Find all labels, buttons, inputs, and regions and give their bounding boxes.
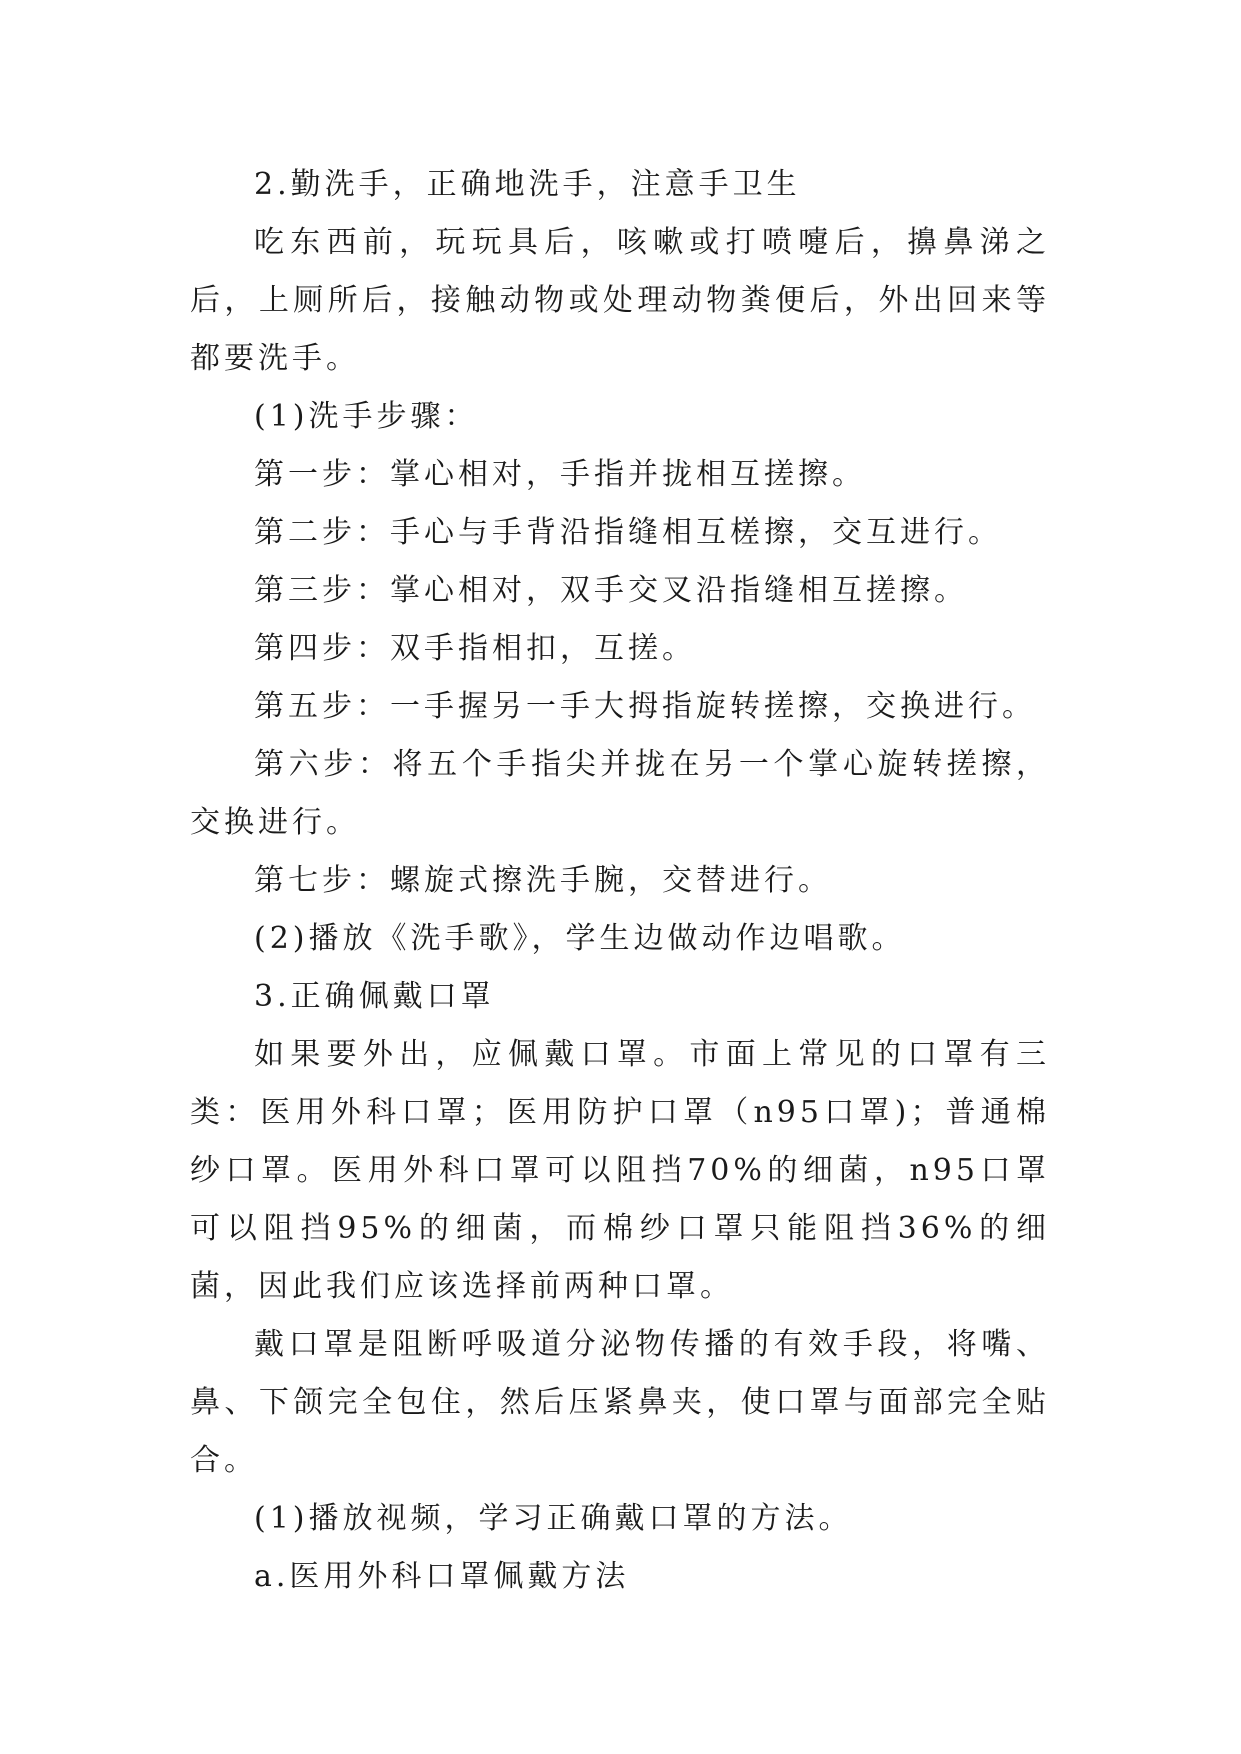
section-heading-masks: 3.正确佩戴口罩 xyxy=(254,979,495,1014)
wash-step-7: 第七步：螺旋式擦洗手腕，交替进行。 xyxy=(254,863,832,898)
wash-step-1: 第一步：掌心相对，手指并拢相互搓擦。 xyxy=(254,457,866,492)
paragraph-when-to-wash: 吃东西前，玩玩具后，咳嗽或打喷嚏后，擤鼻涕之后，上厕所后，接触动物或处理动物粪便后，外出回来等都要洗手。 xyxy=(190,225,1050,376)
subheading-surgical-mask-method: a.医用外科口罩佩戴方法 xyxy=(254,1559,630,1594)
paragraph-mask-purpose: 戴口罩是阻断呼吸道分泌物传播的有效手段，将嘴、鼻、下颌完全包住，然后压紧鼻夹，使口罩与面部完全贴合。 xyxy=(190,1327,1050,1478)
paragraph-wash-song: (2)播放《洗手歌》，学生边做动作边唱歌。 xyxy=(254,921,906,956)
wash-step-6: 第六步：将五个手指尖并拢在另一个掌心旋转搓擦，交换进行。 xyxy=(190,747,1050,840)
wash-step-2: 第二步：手心与手背沿指缝相互槎擦，交互进行。 xyxy=(254,515,1002,550)
subheading-mask-video: (1)播放视频，学习正确戴口罩的方法。 xyxy=(254,1501,853,1536)
wash-step-5: 第五步：一手握另一手大拇指旋转搓擦，交换进行。 xyxy=(254,689,1036,724)
document-body xyxy=(190,156,1050,1606)
wash-step-3: 第三步：掌心相对，双手交叉沿指缝相互搓擦。 xyxy=(254,573,968,608)
paragraph-mask-types: 如果要外出，应佩戴口罩。市面上常见的口罩有三类：医用外科口罩；医用防护口罩（n95口罩)；普通棉纱口罩。医用外科口罩可以阻挡70%的细菌，n95口罩可以阻挡95%的细菌，而棉纱口罩只能阻挡36%的细菌，因此我们应该选择前两种口罩。 xyxy=(190,1037,1050,1304)
wash-step-4: 第四步：双手指相扣，互搓。 xyxy=(254,631,696,666)
subheading-wash-steps: (1)洗手步骤： xyxy=(254,399,479,434)
section-heading-handwashing: 2.勤洗手，正确地洗手，注意手卫生 xyxy=(254,167,801,202)
